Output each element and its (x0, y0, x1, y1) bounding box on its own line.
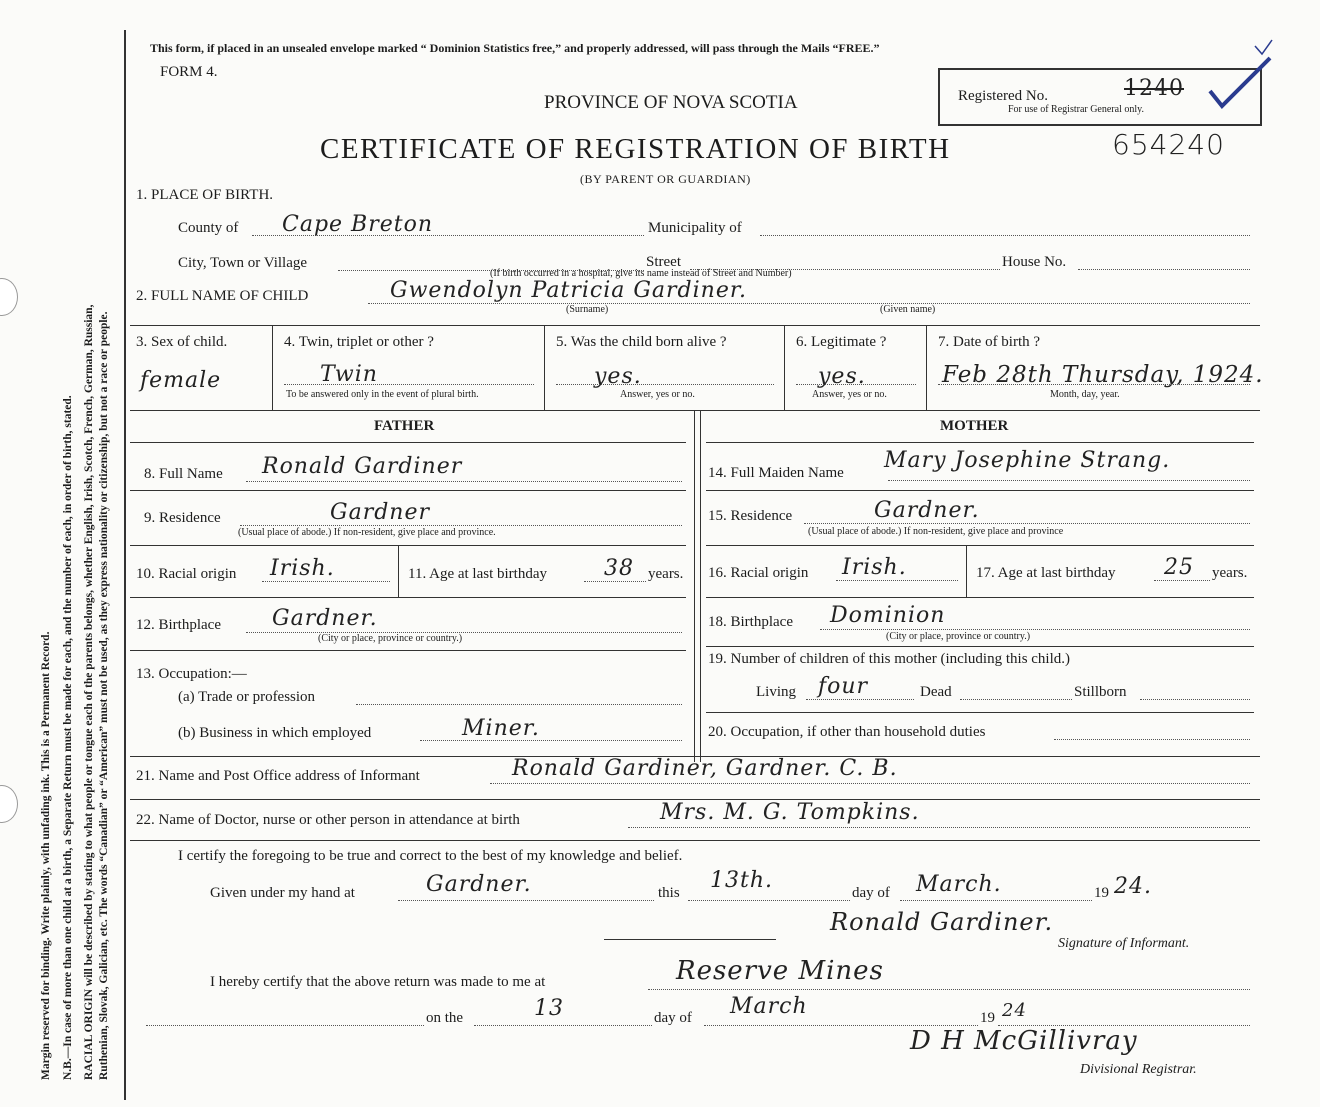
mother-res-value: Gardner. (874, 498, 980, 523)
father-age-label: 11. Age at last birthday (408, 566, 547, 582)
margin-note-2: N.B.—In case of more than one child at a birth, a Separate Return must be made for each, and the number of each, in order of birth, stated. (62, 395, 74, 1080)
certify-day-value: 13th. (710, 868, 773, 893)
mother-res-note: (Usual place of abode.) If non-resident, give place and province (808, 526, 1064, 537)
certify-year-prefix: 19 (1094, 885, 1109, 901)
municipality-label: Municipality of (648, 220, 742, 236)
doctor-label: 22. Name of Doctor, nurse or other person in attendance at birth (136, 812, 520, 828)
registrar-signature: D H McGillivray (910, 1026, 1138, 1056)
father-race-value: Irish. (270, 556, 335, 581)
place-heading: 1. PLACE OF BIRTH. (136, 187, 274, 203)
living-label: Living (756, 684, 796, 700)
twin-label: 4. Twin, triplet or other ? (284, 334, 434, 350)
alive-label: 5. Was the child born alive ? (556, 334, 727, 350)
certify-month-value: March. (916, 872, 1002, 897)
mother-name-value: Mary Josephine Strang. (884, 448, 1171, 473)
children-label: 19. Number of children of this mother (including this child.) (708, 651, 1071, 667)
alive-note: Answer, yes or no. (620, 389, 695, 400)
legit-note: Answer, yes or no. (812, 389, 887, 400)
city-label: City, Town or Village (178, 255, 308, 271)
registrar-statement: I hereby certify that the above return was made to me at (210, 974, 546, 990)
child-name-value: Gwendolyn Patricia Gardiner. (390, 278, 747, 303)
margin-border (124, 30, 126, 1100)
this-label: this (658, 885, 680, 901)
given-place-value: Gardner. (426, 872, 532, 897)
certify-year-value: 24. (1114, 874, 1152, 899)
mother-race-label: 16. Racial origin (708, 565, 809, 581)
mother-name-label: 14. Full Maiden Name (708, 465, 844, 481)
father-res-label: 9. Residence (144, 510, 221, 526)
form-number: FORM 4. (160, 64, 218, 80)
binding-hole-bottom (0, 785, 18, 823)
informant-value: Ronald Gardiner, Gardner. C. B. (512, 756, 898, 781)
father-res-note: (Usual place of abode.) If non-resident, give place and province. (238, 527, 496, 538)
doctor-value: Mrs. M. G. Tompkins. (660, 800, 920, 825)
registrar-dayof-label: day of (654, 1010, 692, 1026)
mother-birth-note: (City or place, province or country.) (886, 631, 1031, 642)
house-label: House No. (1002, 254, 1067, 270)
father-birth-note: (City or place, province or country.) (318, 633, 463, 644)
business-value: Miner. (462, 716, 540, 741)
registered-value: 1240 (1124, 76, 1184, 101)
certify-dayof-label: day of (852, 885, 890, 901)
child-name-label: 2. FULL NAME OF CHILD (136, 288, 309, 304)
mother-heading: MOTHER (940, 418, 1009, 434)
father-occ-label: 13. Occupation:— (136, 666, 247, 682)
registrar-signature-label: Divisional Registrar. (1080, 1062, 1197, 1077)
living-value: four (818, 674, 869, 699)
father-birth-value: Gardner. (272, 606, 378, 631)
street-label: Street (646, 254, 681, 270)
twin-note: To be answered only in the event of plural birth. (286, 389, 479, 400)
legit-label: 6. Legitimate ? (796, 334, 887, 350)
father-name-value: Ronald Gardiner (262, 454, 463, 479)
mother-age-label: 17. Age at last birthday (976, 565, 1116, 581)
informant-signature-label: Signature of Informant. (1058, 936, 1190, 951)
county-value: Cape Breton (282, 212, 434, 237)
page-title: CERTIFICATE OF REGISTRATION OF BIRTH (320, 133, 951, 165)
mother-res-label: 15. Residence (708, 508, 793, 524)
mother-years-label: years. (1212, 565, 1248, 581)
mother-occ-label: 20. Occupation, if other than household duties (708, 724, 986, 740)
mother-birth-label: 18. Birthplace (708, 614, 793, 630)
informant-label: 21. Name and Post Office address of Informant (136, 768, 420, 784)
province-heading: PROVINCE OF NOVA SCOTIA (544, 92, 798, 113)
surname-note: (Surname) (566, 304, 609, 315)
dob-note: Month, day, year. (1050, 389, 1120, 400)
county-label: County of (178, 220, 239, 236)
trade-label: (a) Trade or profession (178, 689, 316, 705)
mother-race-value: Irish. (842, 555, 907, 580)
mother-birth-value: Dominion (830, 603, 946, 628)
alive-value: yes. (594, 364, 642, 389)
sex-label: 3. Sex of child. (136, 334, 228, 350)
father-birth-label: 12. Birthplace (136, 617, 221, 633)
stamp-number: 654240 (1112, 128, 1225, 161)
mail-notice: This form, if placed in an unsealed envelope marked “ Dominion Statistics free,” and properly addressed, will pass through the Mails “FREE.” (150, 41, 880, 55)
margin-note-3: RACIAL ORIGIN will be described by stating to what people or tongue each of the parents belongs, whether English, Irish, Scotch, French, German, Russian, (83, 304, 95, 1080)
margin-note-1: Margin reserved for binding. Write plainly, with unfading ink. This is a Permanent Record. (40, 631, 52, 1080)
given-label: Given under my hand at (210, 885, 355, 901)
registrar-on-the: on the (426, 1010, 464, 1026)
father-years-label: years. (648, 566, 684, 582)
dob-label: 7. Date of birth ? (938, 334, 1041, 350)
registrar-year-value: 24 (1002, 1000, 1027, 1021)
father-race-label: 10. Racial origin (136, 566, 237, 582)
father-res-value: Gardner (330, 500, 430, 525)
business-label: (b) Business in which employed (178, 725, 372, 741)
certify-statement: I certify the foregoing to be true and correct to the best of my knowledge and belief. (178, 848, 683, 864)
registrar-day-value: 13 (534, 996, 564, 1021)
registered-label: Registered No. (958, 88, 1048, 104)
mother-age-value: 25 (1164, 555, 1194, 580)
registrar-note: For use of Registrar General only. (1008, 104, 1144, 115)
margin-note-4: Ruthenian, Slovak, Galician, etc. The words “Canadian” or “American” must not be used, as they express nationality or citizenship, but not a race or people. (98, 311, 110, 1080)
binding-hole-top (0, 278, 18, 316)
father-name-label: 8. Full Name (144, 466, 223, 482)
father-age-value: 38 (604, 556, 634, 581)
sex-value: female (140, 368, 222, 393)
hospital-note: (If birth occurred in a hospital, give its name instead of Street and Number) (490, 268, 792, 279)
page-subtitle: (BY PARENT OR GUARDIAN) (580, 172, 751, 186)
registrar-year-prefix: 19 (980, 1010, 995, 1026)
informant-signature: Ronald Gardiner. (830, 908, 1054, 936)
dead-label: Dead (920, 684, 952, 700)
registrar-month-value: March (730, 994, 808, 1019)
stillborn-label: Stillborn (1074, 684, 1127, 700)
twin-value: Twin (320, 362, 378, 387)
dob-value: Feb 28th Thursday, 1924. (942, 362, 1264, 388)
given-name-note: (Given name) (880, 304, 936, 315)
registrar-place-value: Reserve Mines (676, 956, 884, 986)
father-heading: FATHER (374, 418, 435, 434)
legit-value: yes. (818, 364, 866, 389)
check-mark-icon (1200, 36, 1280, 116)
